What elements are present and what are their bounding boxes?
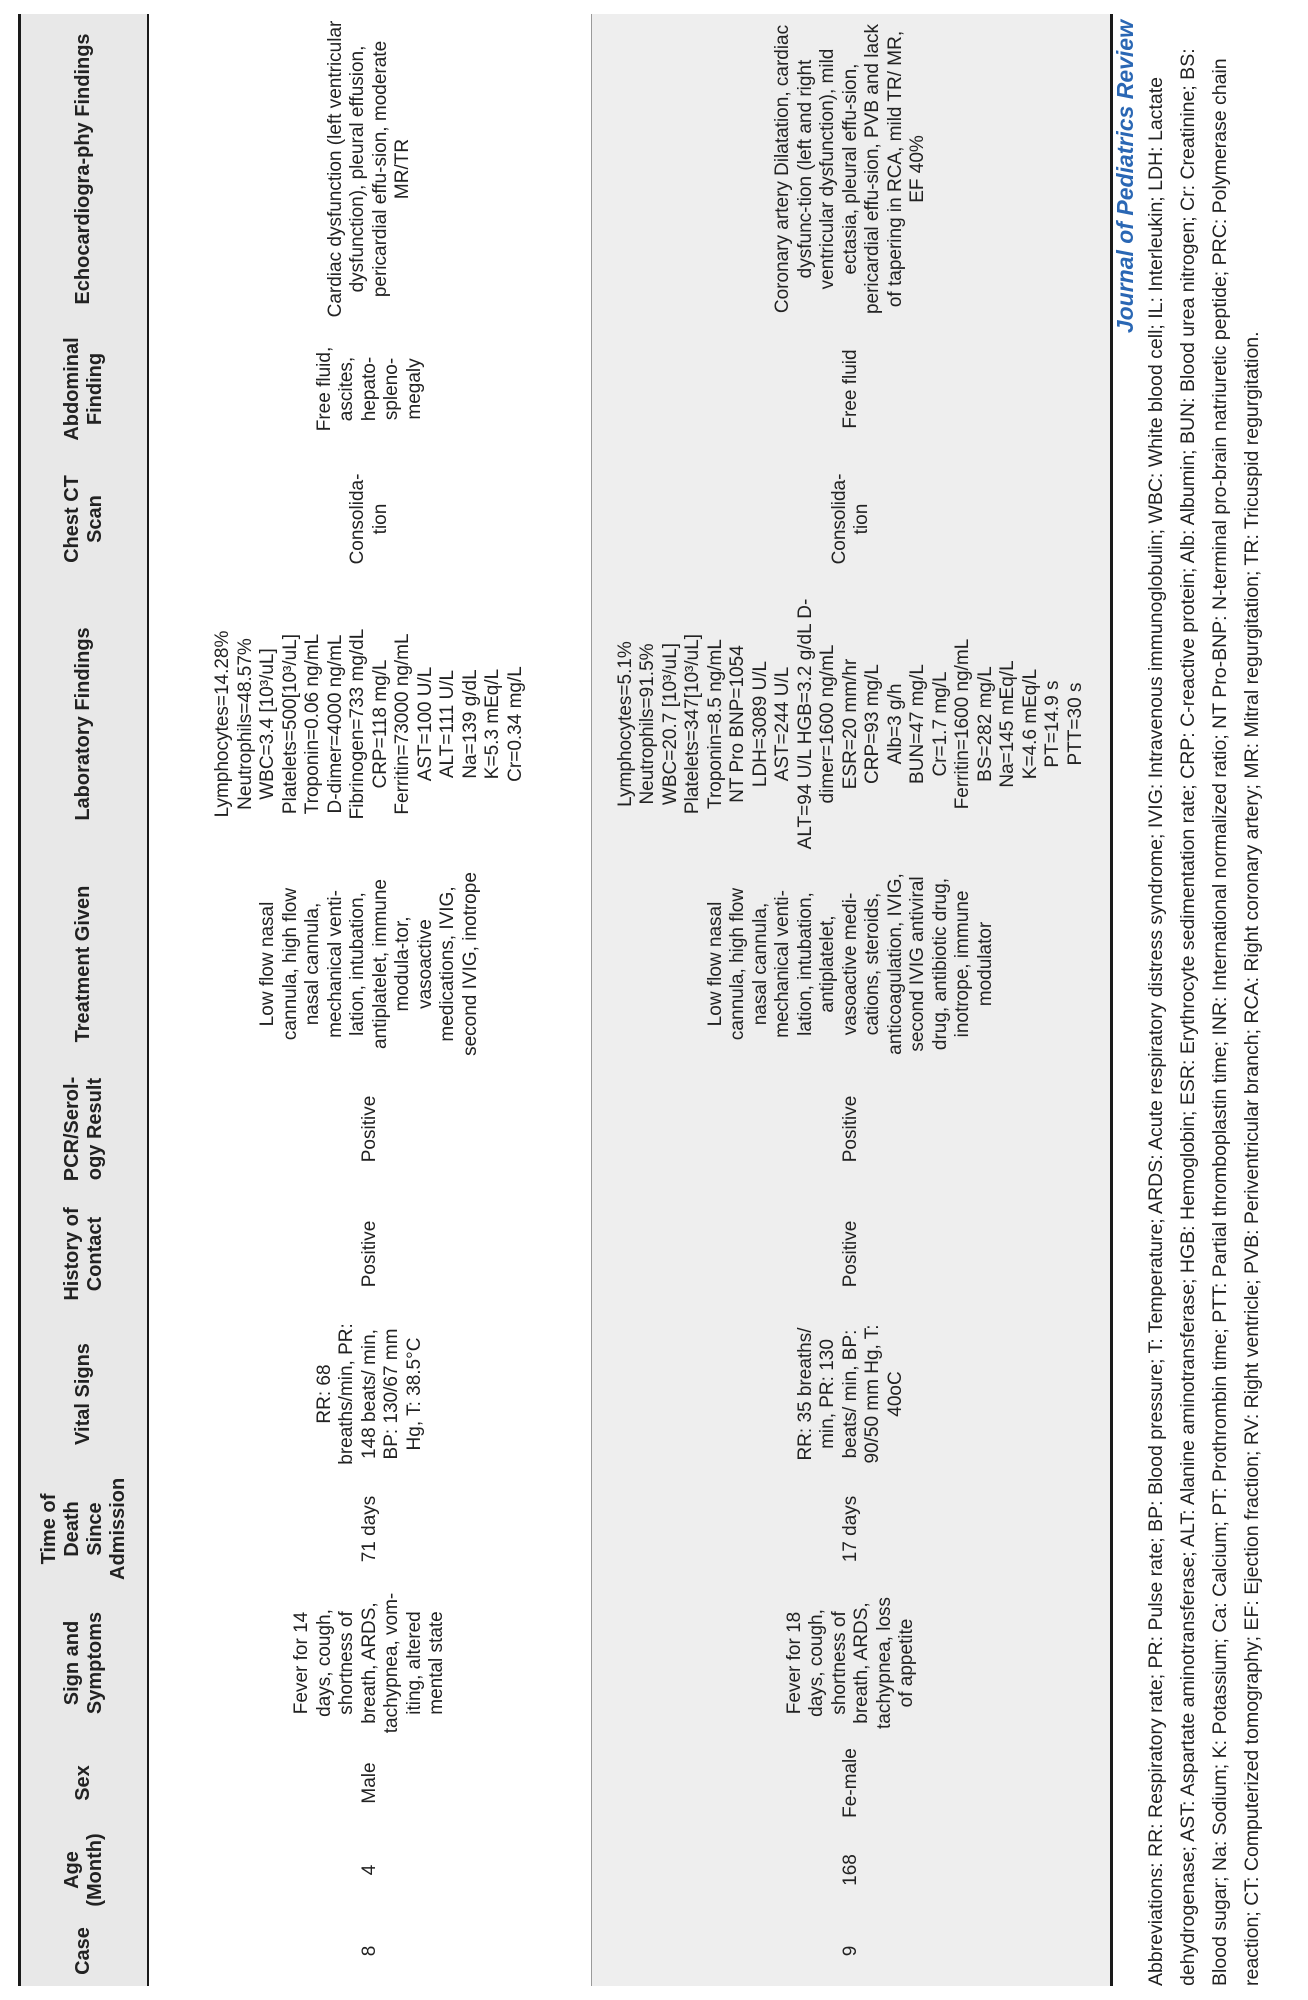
table-row bbox=[148, 14, 592, 1986]
header-echocardiography: Echocardiogra-phy Findings bbox=[20, 14, 148, 324]
clinical-findings-table bbox=[18, 14, 1113, 1986]
cell-signs: Fever for 18 days, cough, shortness of breath, ARDS, tachypnea, loss of appetite bbox=[783, 1596, 917, 1730]
cell-laboratory bbox=[592, 584, 1112, 864]
lab-line: PT=14.9 s bbox=[1042, 680, 1064, 768]
cell-age: 4 bbox=[358, 1864, 380, 1876]
lab-line: NT Pro BNP=1054 bbox=[727, 645, 749, 803]
journal-name: Journal of Pediatrics Review bbox=[1112, 20, 1138, 334]
lab-line: Troponin=8.5 ng/mL bbox=[704, 639, 726, 809]
lab-line: BUN=47 mg/L bbox=[907, 664, 929, 784]
lab-line: Lymphocytes=14.28% bbox=[212, 630, 234, 818]
lab-line: PTT=30 s bbox=[1064, 682, 1086, 766]
cell-abdominal: Free fluid bbox=[839, 349, 861, 429]
header-case: Case bbox=[20, 1916, 148, 1986]
lab-line: ALT=111 U/L bbox=[437, 669, 459, 779]
lab-line: BS=282 mg/L bbox=[974, 666, 996, 782]
cell-treatment: Low flow nasal cannula, high flow nasal cannula, mechanical venti-lation, intubation, antiplatelet, immune modula-tor, vasoactive medications, IVIG, second IVIG, inotrope bbox=[257, 872, 481, 1056]
header-signs: Sign and Symptoms bbox=[20, 1584, 148, 1742]
lab-line: WBC=20.7 [10³/uL] bbox=[659, 642, 681, 806]
cell-echocardiography: Coronary artery Dilatation, cardiac dysfunc-tion (left and right ventricular dysfunction), mild ectasia, pleural effu-sion, pericardial effu-sion, PVB and lack of tapering in RCA, mild TR/ MR, EF 40% bbox=[772, 23, 929, 315]
cell-pcr: Positive bbox=[358, 1095, 380, 1163]
lab-line: Cr=0.34 mg/L bbox=[504, 666, 526, 782]
clinical-table-container bbox=[18, 14, 1110, 1986]
lab-line: ALT=94 U/L HGB=3.2 g/dL D-dimer=1600 ng/mL bbox=[794, 598, 839, 850]
cell-laboratory bbox=[148, 584, 592, 864]
header-abdominal: Abdominal Finding bbox=[20, 324, 148, 454]
cell-case: 8 bbox=[358, 1945, 380, 1957]
lab-line: D-dimer=4000 ng/mL bbox=[324, 634, 346, 814]
lab-line: Na=139 g/dL bbox=[459, 669, 481, 779]
lab-line: LDH=3089 U/L bbox=[749, 660, 771, 788]
header-time-of-death: Time of Death Since Admission bbox=[20, 1474, 148, 1584]
header-history-of-contact: History of Contact bbox=[20, 1194, 148, 1314]
lab-line: ESR=20 mm/hr bbox=[839, 658, 861, 790]
cell-vital-signs: RR: 35 breaths/ min, PR: 130 beats/ min, BP: 90/50 mm Hg, T: 40oC bbox=[794, 1324, 906, 1464]
lab-line: WBC=3.4 [10³/uL] bbox=[257, 648, 279, 800]
cell-history: Positive bbox=[839, 1220, 861, 1288]
cell-time-of-death: 71 days bbox=[358, 1495, 380, 1563]
lab-line: AST=100 U/L bbox=[414, 666, 436, 782]
lab-line: Ferritin=1600 ng/mL bbox=[952, 638, 974, 810]
lab-line: Neutrophils=48.57% bbox=[234, 638, 256, 810]
lab-line: Cr=1.7 mg/L bbox=[929, 671, 951, 777]
lab-line: CRP=93 mg/L bbox=[862, 664, 884, 784]
lab-line: K=4.6 mEq/L bbox=[1019, 668, 1041, 780]
cell-case: 9 bbox=[839, 1945, 861, 1957]
cell-age: 168 bbox=[839, 1854, 861, 1886]
cell-treatment: Low flow nasal cannula, high flow nasal cannula, mechanical venti-lation, intubation, antiplatelet, vasoactive medi-cations, steroids, anticoagulation, IVIG, second IVIG antiviral drug, antibiotic drug, inotrope, immune modulator bbox=[704, 873, 996, 1055]
lab-line: Platelets=500[10³/uL] bbox=[279, 633, 301, 815]
cell-pcr: Positive bbox=[839, 1095, 861, 1163]
cell-time-of-death: 17 days bbox=[839, 1495, 861, 1563]
table-row bbox=[592, 14, 1112, 1986]
lab-line: Neutrophils=91.5% bbox=[637, 643, 659, 805]
lab-line: AST=244 U/L bbox=[772, 666, 794, 782]
lab-line: Platelets=347[10³/uL] bbox=[682, 633, 704, 815]
lab-line: CRP=118 mg/L bbox=[369, 659, 391, 789]
lab-line: Troponin=0.06 ng/mL bbox=[302, 633, 324, 815]
lab-line: Na=145 mEq/L bbox=[997, 660, 1019, 788]
cell-echocardiography: Cardiac dysfunction (left ventricular dysfunction), pleural effusion, pericardial effu-sion, moderate MR/TR bbox=[324, 20, 414, 318]
header-laboratory: Laboratory Findings bbox=[20, 584, 148, 864]
cell-chest-ct: Consolida-tion bbox=[828, 473, 872, 565]
header-sex: Sex bbox=[20, 1742, 148, 1824]
header-treatment: Treatment Given bbox=[20, 864, 148, 1064]
cell-vital-signs: RR: 68 breaths/min, PR: 148 beats/ min, BP: 130/67 mm Hg, T: 38.5°C bbox=[313, 1323, 425, 1465]
header-vital-signs: Vital Signs bbox=[20, 1314, 148, 1474]
header-pcr: PCR/Serol-ogy Result bbox=[20, 1064, 148, 1194]
header-chest-ct: Chest CT Scan bbox=[20, 454, 148, 584]
abbreviations-footnote: Abbreviations: RR: Respiratory rate; PR: Pulse rate; BP: Blood pressure; T: Temperature; ARDS: Acute respiratory distress syndrome; IVIG: Intravenous immunoglobulin; WBC: White blood cell; IL: Interleukin; LDH: Lactate dehydrogenase; AST: Aspartate aminotransferase; ALT: Alanine aminotransferase; HGB: Hemoglobin; ESR: Erythrocyte sedimentation rate; CRP: C-reactive protein; Alb: Albumin; BUN: Blood urea nitrogen; Cr: Creatinine; BS: Blood sugar; Na: Sodium; K: Potassium; Ca: Calcium; PT: Prothrombin time; PTT: Partial thromboplastin time; INR: International normalized ratio; NT Pro-BNP: N-terminal pro-brain natriuretic peptide; PRC: Polymerase chain reaction; CT: Computerized tomography; EF: Ejection fraction; RV: Right ventricle; PVB: Periventricular branch; RCA: Right coronary artery; MR: Mitral regurgitation; TR: Tricuspid regurgitation. bbox=[1145, 48, 1263, 1986]
cell-sex: Fe-male bbox=[839, 1748, 861, 1818]
lab-line: K=5.3 mEq/L bbox=[482, 668, 504, 780]
lab-line: Fibrinogen=733 mg/dL bbox=[347, 628, 369, 820]
header-age: Age (Month) bbox=[20, 1824, 148, 1916]
cell-signs: Fever for 14 days, cough, shortness of breath, ARDS, tachypnea, vom-iting, altered mental state bbox=[291, 1592, 447, 1734]
lab-line: Lymphocytes=5.1% bbox=[614, 641, 636, 807]
cell-sex: Male bbox=[358, 1762, 380, 1804]
lab-line: Alb=3 g/h bbox=[884, 683, 906, 765]
cell-chest-ct: Consolida-tion bbox=[347, 473, 391, 565]
cell-history: Positive bbox=[358, 1220, 380, 1288]
lab-line: Ferritin=73000 ng/mL bbox=[392, 633, 414, 815]
table-header-row bbox=[20, 14, 148, 1986]
cell-abdominal: Free fluid, ascites, hepato-spleno-megaly bbox=[313, 346, 425, 432]
